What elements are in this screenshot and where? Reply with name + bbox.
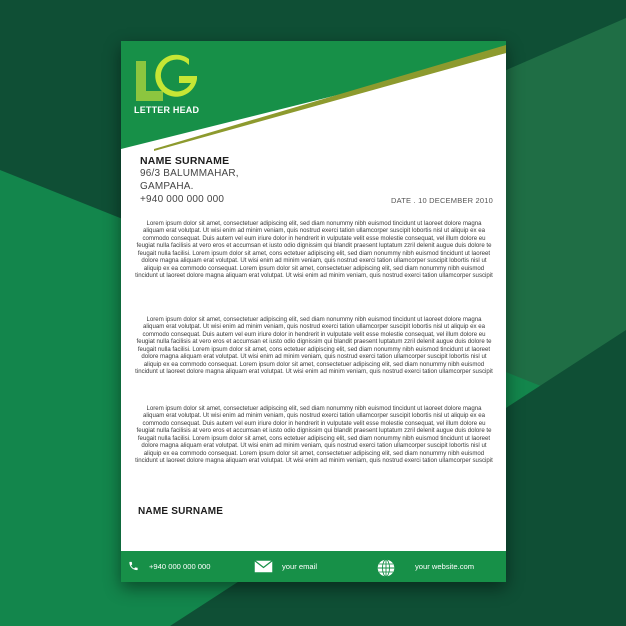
- footer-phone: +940 000 000 000: [149, 562, 211, 571]
- footer-website-link[interactable]: your website.com: [415, 562, 475, 571]
- sender-phone: +940 000 000 000: [140, 194, 225, 205]
- envelope-icon: [254, 560, 273, 573]
- signature-name: NAME SURNAME: [138, 506, 224, 517]
- body-paragraph-2: Lorem ipsum dolor sit amet, consectetuer adipiscing elit, sed diam nonummy nibh euismod tincidunt ut laoreet dolore magna aliquam erat volutpat. Ut wisi enim ad minim veniam, quis nostrud exerci tation ullamcorper suscipit lobortis nisl ut aliquip ex ea commodo consequat. Duis autem vel eum iriure dolor in hendrerit in vulputate velit esse molestie consequat, vel illum dolore eu feugiat nulla facilisis at vero eros et accumsan et iusto odio dignissim qui blandit praesent luptatum zzril delenit augue duis dolore te feugait nulla facilisi. Lorem ipsum dolor sit amet, cons ectetuer adipiscing elit, sed diam nonummy nibh euismod tincidunt ut laoreet dolore magna aliquam erat volutpat. Ut wisi enim ad minim veniam, quis nostrud exerci tation ullamcorper suscipit lobortis nisl ut aliquip ex ea commodo consequat. Lorem ipsum dolor sit amet, consectetuer adipiscing elit, sed diam nonummy nibh euismod tincidunt ut laoreet dolore magna aliquam erat volutpat. Ut wisi enim ad minim veniam, quis nostrud exerci tation ullamcorper suscipit: [135, 316, 493, 376]
- sender-address-line2: GAMPAHA.: [140, 181, 194, 192]
- body-paragraph-1: Lorem ipsum dolor sit amet, consectetuer adipiscing elit, sed diam nonummy nibh euismod tincidunt ut laoreet dolore magna aliquam erat volutpat. Ut wisi enim ad minim veniam, quis nostrud exerci tation ullamcorper suscipit lobortis nisl ut aliquip ex ea commodo consequat. Duis autem vel eum iriure dolor in hendrerit in vulputate velit esse molestie consequat, vel illum dolore eu feugiat nulla facilisis at vero eros et accumsan et iusto odio dignissim qui blandit praesent luptatum zzril delenit augue duis dolore te feugait nulla facilisi. Lorem ipsum dolor sit amet, cons ectetuer adipiscing elit, sed diam nonummy nibh euismod tincidunt ut laoreet dolore magna aliquam erat volutpat. Ut wisi enim ad minim veniam, quis nostrud exerci tation ullamcorper suscipit lobortis nisl ut aliquip ex ea commodo consequat. Lorem ipsum dolor sit amet, consectetuer adipiscing elit, sed diam nonummy nibh euismod tincidunt ut laoreet dolore magna aliquam erat volutpat. Ut wisi enim ad minim veniam, quis nostrud exerci tation ullamcorper suscipit: [135, 220, 493, 280]
- letter-date: DATE . 10 DECEMBER 2010: [391, 196, 493, 205]
- sender-name: NAME SURNAME: [140, 155, 230, 167]
- phone-icon: [128, 560, 139, 572]
- sender-address-line1: 96/3 BALUMMAHAR,: [140, 168, 239, 179]
- footer-bar: [121, 551, 506, 582]
- body-paragraph-3: Lorem ipsum dolor sit amet, consectetuer adipiscing elit, sed diam nonummy nibh euismod tincidunt ut laoreet dolore magna aliquam erat volutpat. Ut wisi enim ad minim veniam, quis nostrud exerci tation ullamcorper suscipit lobortis nisl ut aliquip ex ea commodo consequat. Duis autem vel eum iriure dolor in hendrerit in vulputate velit esse molestie consequat, vel illum dolore eu feugiat nulla facilisis at vero eros et accumsan et iusto odio dignissim qui blandit praesent luptatum zzril delenit augue duis dolore te feugait nulla facilisi. Lorem ipsum dolor sit amet, cons ectetuer adipiscing elit, sed diam nonummy nibh euismod tincidunt ut laoreet dolore magna aliquam erat volutpat. Ut wisi enim ad minim veniam, quis nostrud exerci tation ullamcorper suscipit lobortis nisl ut aliquip ex ea commodo consequat. Lorem ipsum dolor sit amet, consectetuer adipiscing elit, sed diam nonummy nibh euismod tincidunt ut laoreet dolore magna aliquam erat volutpat. Ut wisi enim ad minim veniam, quis nostrud exerci tation ullamcorper suscipit: [135, 405, 493, 465]
- globe-icon: [377, 559, 395, 577]
- logo-mark: [133, 49, 203, 101]
- footer-email-link[interactable]: your email: [282, 562, 318, 571]
- logo-text: LETTER HEAD: [134, 105, 200, 115]
- letterhead-page: [121, 41, 506, 582]
